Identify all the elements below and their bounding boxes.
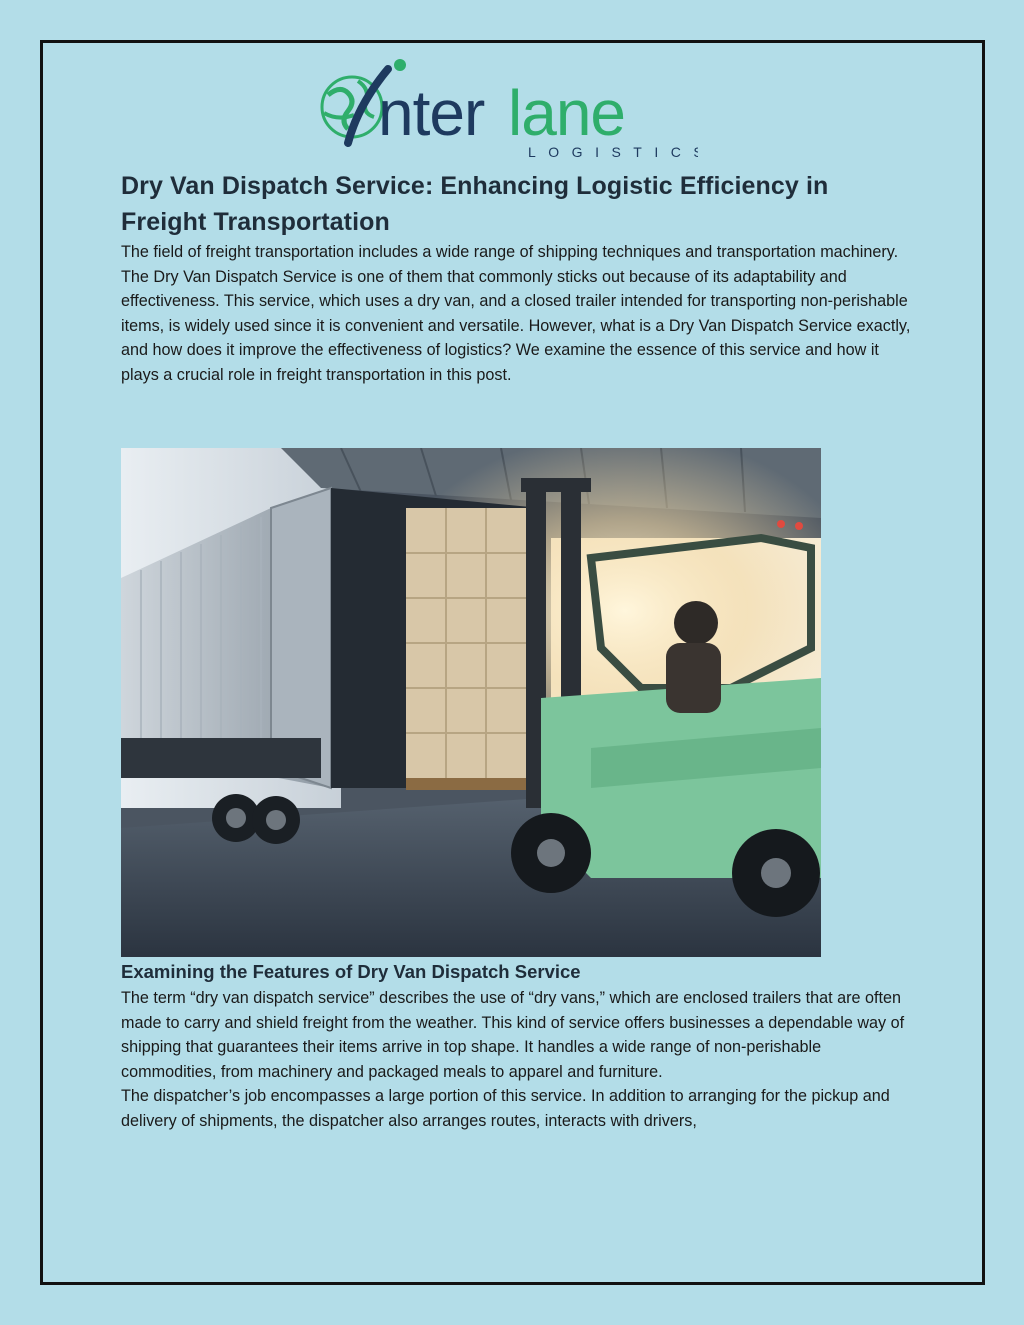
- paragraph-dispatcher: The dispatcher’s job encompasses a large portion of this service. In addition to arranging for the pickup and delivery of shipments, the dispatcher also arranges routes, interacts with drivers,: [121, 1087, 890, 1130]
- interlane-logo: [318, 55, 698, 165]
- logo-wordmark-green: lane: [508, 77, 625, 149]
- intro-paragraph: The field of freight transportation includes a wide range of shipping techniques and transportation machinery. The Dry Van Dispatch Service is one of them that commonly sticks out because of its adaptability and effectiveness. This service, which uses a dry van, and a closed trailer intended for transporting non-perishable items, is widely used since it is convenient and versatile. However, what is a Dry Van Dispatch Service exactly, and how does it improve the effectiveness of logistics? We examine the essence of this service and how it plays a crucial role in freight transportation in this post.: [121, 243, 911, 384]
- features-section: [121, 958, 911, 1133]
- hero-image: [121, 448, 821, 957]
- paragraph-dry-vans: The term “dry van dispatch service” describes the use of “dry vans,” which are enclosed trailers that are often made to carry and shield freight from the weather. This kind of service offers businesses a dependable way of shipping that guarantees their items arrive in top shape. It handles a wide range of non-perishable commodities, from machinery and packaged meals to apparel and furniture.: [121, 989, 905, 1081]
- section-heading: Examining the Features of Dry Van Dispatch Service: [121, 961, 581, 982]
- forklift-loading-illustration: [121, 448, 821, 957]
- article-title: Dry Van Dispatch Service: Enhancing Logistic Efficiency in Freight Transportation: [121, 172, 829, 236]
- logo-tagline: LOGISTICS: [528, 144, 698, 160]
- intro-section: [121, 168, 911, 387]
- logo-wordmark-dark: nter: [378, 77, 485, 149]
